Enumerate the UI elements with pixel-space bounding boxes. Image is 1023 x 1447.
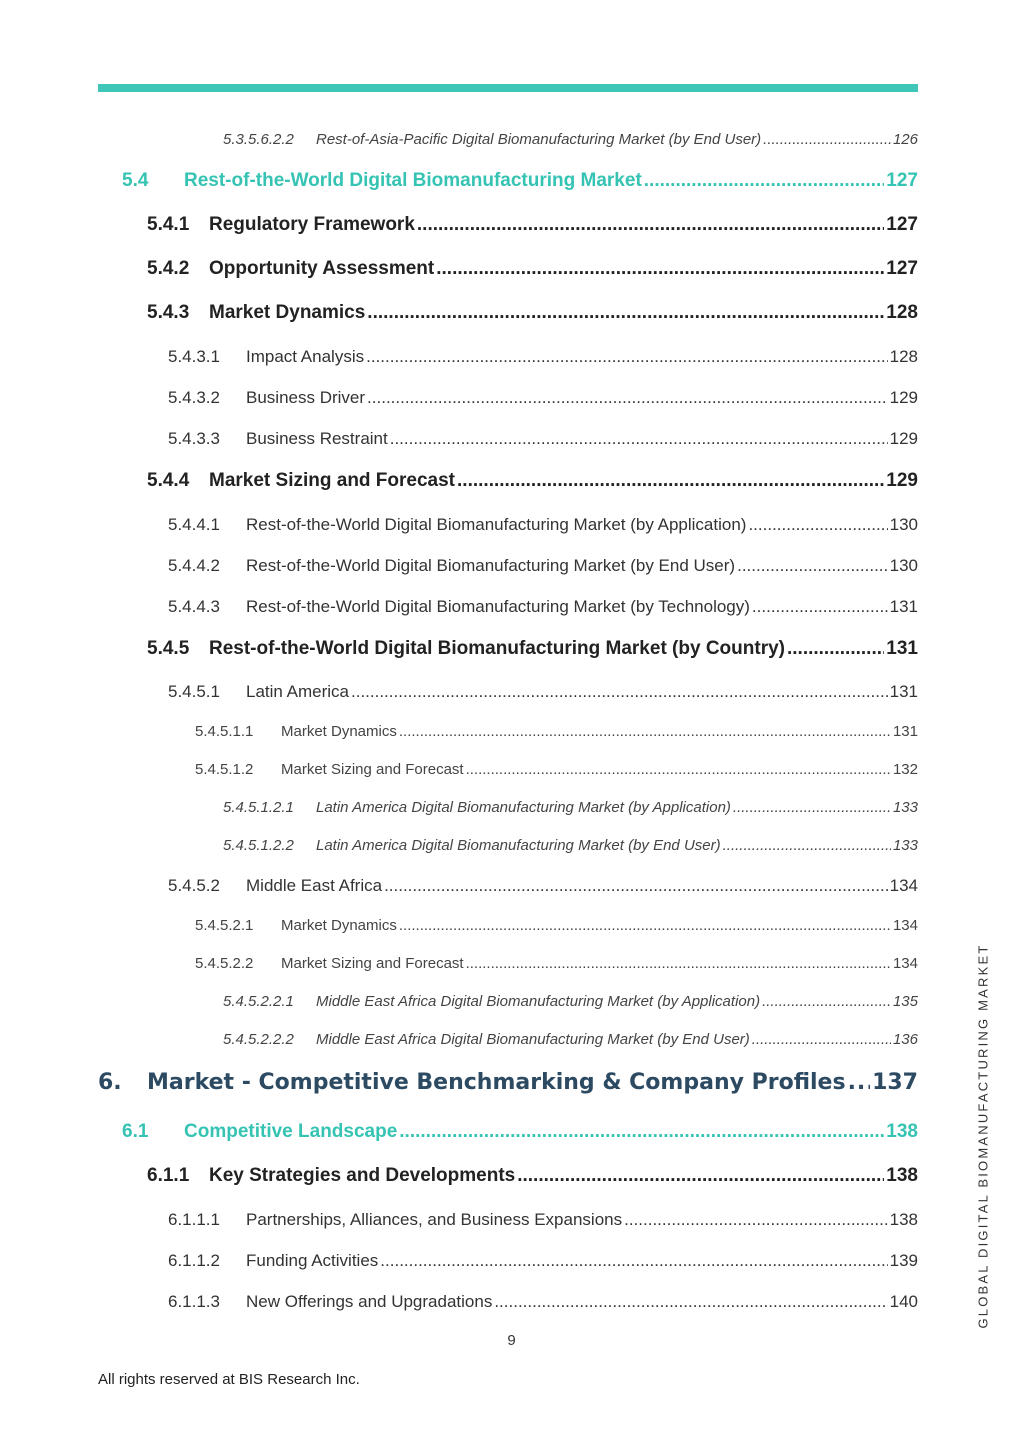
toc-entry-page: 130: [889, 515, 918, 534]
toc-entry-page: 137: [872, 1070, 918, 1095]
toc-dot-leader: [762, 993, 891, 1010]
toc-entry[interactable]: [223, 131, 918, 148]
toc-entry-title: Business Driver: [246, 388, 366, 407]
toc-entry-page: 129: [886, 470, 918, 491]
toc-entry-number: 5.4.3.2: [168, 388, 220, 407]
toc-dot-leader: [417, 214, 884, 236]
toc-dot-leader: [763, 131, 891, 148]
toc-entry[interactable]: [122, 1121, 918, 1143]
toc-entry-title: Market Dynamics: [281, 723, 397, 740]
toc-entry-number: 5.3.5.6.2.2: [223, 131, 294, 148]
toc-entry-number: 5.4.5: [147, 638, 190, 659]
toc-entry[interactable]: [168, 347, 918, 367]
toc-entry[interactable]: [147, 1165, 918, 1187]
toc-dot-leader: [644, 170, 885, 192]
toc-entry-number: 5.4.4: [147, 470, 190, 491]
toc-dot-leader: [436, 258, 884, 280]
toc-entry-title: Latin America: [246, 682, 349, 701]
toc-entry[interactable]: [168, 1251, 918, 1271]
toc-entry-page: 131: [886, 638, 918, 659]
toc-dot-leader: [752, 597, 888, 617]
toc-entry-page: 133: [892, 837, 918, 854]
toc-entry[interactable]: [223, 799, 918, 816]
toc-entry-number: 5.4.5.1.2.1: [223, 799, 294, 816]
toc-entry-number: 5.4.5.2: [168, 876, 220, 895]
toc-entry[interactable]: [223, 993, 918, 1010]
toc-entry-title: Middle East Africa: [246, 876, 383, 895]
toc-dot-leader: [351, 682, 888, 702]
toc-dot-leader: [723, 837, 891, 854]
page-number: 9: [507, 1332, 516, 1349]
toc-entry-title: Rest-of-the-World Digital Biomanufacturing Market (by End User): [246, 556, 736, 575]
toc-entry-number: 5.4.5.1: [168, 682, 220, 701]
toc-entry-number: 5.4: [122, 170, 149, 191]
footer-copyright: All rights reserved at BIS Research Inc.: [98, 1371, 360, 1388]
toc-entry-title: Competitive Landscape: [184, 1121, 398, 1142]
toc-entry-title: Market Dynamics: [209, 302, 366, 323]
toc-dot-leader: [466, 761, 891, 778]
toc-entry[interactable]: [168, 597, 918, 617]
toc-dot-leader: [384, 876, 888, 896]
toc-entry-number: 6.1.1.2: [168, 1251, 220, 1270]
toc-entry-title: Market Sizing and Forecast: [209, 470, 456, 491]
toc-entry[interactable]: [168, 876, 918, 896]
toc-entry-page: 133: [892, 799, 918, 816]
toc-entry-page: 129: [889, 429, 918, 448]
toc-entry-number: 5.4.3.1: [168, 347, 220, 366]
toc-entry[interactable]: [223, 837, 918, 854]
toc-entry[interactable]: [168, 388, 918, 408]
toc-entry-title: Rest-of-the-World Digital Biomanufacturing Market (by Technology): [246, 597, 750, 616]
toc-entry[interactable]: [195, 761, 918, 778]
toc-entry-title: Regulatory Framework: [209, 214, 415, 235]
toc-entry[interactable]: [223, 1031, 918, 1048]
toc-entry-number: 5.4.3.3: [168, 429, 220, 448]
toc-entry-title: Market - Competitive Benchmarking & Company Profiles: [147, 1070, 846, 1095]
toc-entry-page: 138: [886, 1165, 918, 1186]
toc-entry-title: Market Sizing and Forecast: [281, 955, 464, 972]
toc-entry-page: 128: [889, 347, 918, 366]
toc-entry-page: 138: [889, 1210, 918, 1229]
toc-entry-number: 6.1.1: [147, 1165, 190, 1186]
toc-entry[interactable]: [195, 955, 918, 972]
toc-entry[interactable]: [168, 682, 918, 702]
toc-dot-leader: [380, 1251, 887, 1271]
toc-entry-page: 127: [886, 214, 918, 235]
toc-entry-title: New Offerings and Upgradations: [246, 1292, 493, 1311]
toc-entry-title: Impact Analysis: [246, 347, 365, 366]
toc-entry-page: 132: [892, 761, 918, 778]
toc-entry-title: Funding Activities: [246, 1251, 379, 1270]
toc-dot-leader: [457, 470, 884, 492]
toc-entry[interactable]: [147, 470, 918, 492]
toc-entry-page: 126: [892, 131, 918, 148]
toc-entry[interactable]: [168, 429, 918, 449]
toc-dot-leader: [399, 1121, 884, 1143]
toc-entry-page: 131: [889, 597, 918, 616]
toc-entry-number: 5.4.3: [147, 302, 190, 323]
toc-entry[interactable]: [147, 638, 918, 660]
toc-dot-leader: [787, 638, 884, 660]
toc-dot-leader: [366, 347, 888, 367]
toc-entry-page: 140: [889, 1292, 918, 1311]
toc-entry-page: 139: [889, 1251, 918, 1270]
toc-dot-leader: [848, 1070, 871, 1095]
toc-entry-page: 135: [892, 993, 918, 1010]
toc-entry-number: 5.4.5.1.2.2: [223, 837, 294, 854]
toc-entry-page: 129: [889, 388, 918, 407]
toc-entry-title: Latin America Digital Biomanufacturing Market (by Application): [316, 799, 731, 816]
toc-dot-leader: [367, 388, 888, 408]
toc-entry-title: Middle East Africa Digital Biomanufacturing Market (by End User): [316, 1031, 750, 1048]
side-report-title: GLOBAL DIGITAL BIOMANUFACTURING MARKET: [975, 943, 991, 1329]
toc-entry-page: 136: [892, 1031, 918, 1048]
toc-dot-leader: [748, 515, 887, 535]
toc-entry[interactable]: [122, 170, 918, 192]
toc-dot-leader: [399, 723, 891, 740]
toc-entry-number: 5.4.4.1: [168, 515, 220, 534]
toc-entry[interactable]: [98, 1070, 918, 1095]
toc-entry[interactable]: [195, 723, 918, 740]
toc-entry-number: 6.1.1.1: [168, 1210, 220, 1229]
toc-dot-leader: [517, 1165, 884, 1187]
toc-entry-number: 5.4.4.2: [168, 556, 220, 575]
toc-entry-title: Rest-of-the-World Digital Biomanufacturing Market (by Application): [246, 515, 747, 534]
toc-entry-page: 128: [886, 302, 918, 323]
toc-entry[interactable]: [195, 917, 918, 934]
toc-dot-leader: [733, 799, 891, 816]
toc-dot-leader: [390, 429, 888, 449]
toc-entry-title: Market Dynamics: [281, 917, 397, 934]
toc-entry-title: Rest-of-Asia-Pacific Digital Biomanufacturing Market (by End User): [316, 131, 762, 148]
toc-entry-number: 5.4.5.2.2: [195, 955, 254, 972]
toc-entry[interactable]: [147, 258, 918, 280]
toc-dot-leader: [367, 302, 884, 324]
toc-dot-leader: [494, 1292, 887, 1312]
toc-entry-number: 5.4.5.1.2: [195, 761, 254, 778]
toc-entry[interactable]: [168, 1292, 918, 1312]
toc-entry-number: 5.4.2: [147, 258, 190, 279]
toc-entry[interactable]: [147, 302, 918, 324]
toc-entry-page: 131: [892, 723, 918, 740]
toc-dot-leader: [752, 1031, 891, 1048]
toc-dot-leader: [399, 917, 891, 934]
toc-entry-title: Business Restraint: [246, 429, 388, 448]
toc-entry-number: 6.: [98, 1070, 122, 1095]
toc-entry-page: 138: [886, 1121, 918, 1142]
toc-entry-number: 5.4.1: [147, 214, 190, 235]
toc-entry-number: 5.4.5.2.2.1: [223, 993, 294, 1010]
toc-entry-number: 5.4.4.3: [168, 597, 220, 616]
toc-entry-title: Rest-of-the-World Digital Biomanufacturing Market: [184, 170, 642, 191]
toc-entry-title: Rest-of-the-World Digital Biomanufacturing Market (by Country): [209, 638, 785, 659]
toc-dot-leader: [624, 1210, 888, 1230]
toc-entry-number: 5.4.5.1.1: [195, 723, 254, 740]
toc-entry-number: 6.1.1.3: [168, 1292, 220, 1311]
toc-entry-number: 5.4.5.2.2.2: [223, 1031, 294, 1048]
toc-entry-page: 134: [892, 955, 918, 972]
toc-entry-number: 5.4.5.2.1: [195, 917, 254, 934]
toc-entry-title: Market Sizing and Forecast: [281, 761, 464, 778]
toc-dot-leader: [737, 556, 888, 576]
toc-entry-page: 127: [886, 258, 918, 279]
toc-entry[interactable]: [147, 214, 918, 236]
toc-entry-page: 134: [889, 876, 918, 895]
toc-entry[interactable]: [168, 515, 918, 535]
toc-entry-page: 134: [892, 917, 918, 934]
toc-entry-title: Key Strategies and Developments: [209, 1165, 516, 1186]
toc-entry-page: 131: [889, 682, 918, 701]
toc-entry-title: Partnerships, Alliances, and Business Expansions: [246, 1210, 623, 1229]
toc-entry-page: 130: [889, 556, 918, 575]
toc-entry-number: 6.1: [122, 1121, 149, 1142]
toc-entry-title: Middle East Africa Digital Biomanufacturing Market (by Application): [316, 993, 761, 1010]
toc-entry-title: Opportunity Assessment: [209, 258, 435, 279]
toc-entry-page: 127: [886, 170, 918, 191]
toc-entry[interactable]: [168, 1210, 918, 1230]
toc-entry-title: Latin America Digital Biomanufacturing Market (by End User): [316, 837, 721, 854]
toc-entry[interactable]: [168, 556, 918, 576]
toc-dot-leader: [466, 955, 891, 972]
